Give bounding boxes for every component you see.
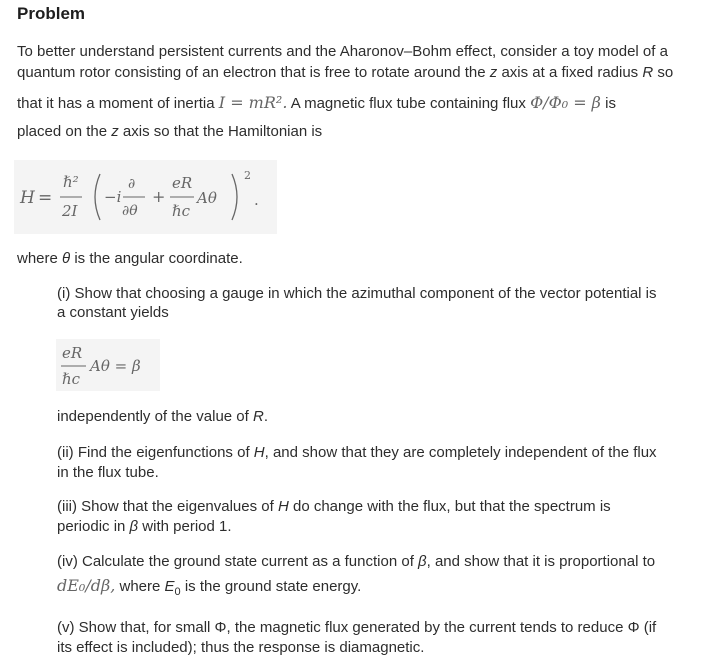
part-iii-line-2	[57, 517, 712, 537]
part-i-line-1: (i) Show that choosing a gauge in which the azimuthal component of the vector potential is	[57, 285, 657, 302]
flux-ratio-formula: Φ/Φ₀ = β	[530, 93, 601, 112]
part-text: , the magnetic flux generated by the current tends to reduce	[226, 619, 628, 636]
where-text: where	[17, 250, 63, 267]
part-i-line-3	[57, 407, 712, 427]
er-numerator: eR	[62, 344, 83, 362]
part-i-line-2: a constant yields	[57, 304, 169, 321]
hbar-squared: ℏ²	[63, 173, 79, 191]
part-text: with period 1.	[138, 518, 232, 535]
period: .	[254, 191, 259, 209]
part-text: (iv) Calculate the ground state current as a function of	[57, 553, 419, 570]
part-text: periodic in	[57, 518, 130, 535]
intro-line-4	[17, 122, 717, 142]
gauge-equation	[56, 339, 160, 391]
intro-line-1: To better understand persistent currents and the Aharonov–Bohm effect, consider a toy model of a	[17, 43, 668, 60]
h-symbol: H	[20, 188, 35, 208]
a-theta-equals-beta: Aθ = β	[90, 357, 141, 375]
intro-text: so	[653, 64, 674, 81]
left-paren	[95, 174, 100, 220]
part-text: (v) Show that, for small	[57, 619, 215, 636]
part-v-line-1	[57, 618, 712, 638]
intro-text: that it has a moment of inertia	[17, 95, 219, 112]
intro-text: axis so that the Hamiltonian is	[118, 123, 323, 140]
intro-text: A magnetic flux tube containing flux	[287, 95, 531, 112]
e-variable: E	[164, 578, 175, 595]
phi-symbol: Φ	[214, 619, 227, 636]
beta-variable: β	[418, 553, 427, 570]
part-ii-line-2: in the flux tube.	[57, 464, 159, 481]
subscript-zero: 0	[174, 586, 181, 598]
theta-variable: θ	[62, 250, 71, 267]
part-iv-line-1	[57, 552, 712, 572]
part-ii-line-1	[57, 443, 712, 463]
a-theta: Aθ	[197, 189, 217, 207]
r-variable: R	[252, 408, 264, 425]
gauge-svg	[56, 339, 160, 391]
minus-i: −i	[104, 188, 122, 206]
intro-text: quantum rotor consisting of an electron that is free to rotate around the	[17, 64, 490, 81]
part-v-line-2: its effect is included); thus the response is diamagnetic.	[57, 639, 425, 656]
phi-symbol: Φ	[627, 619, 640, 636]
moment-of-inertia-formula: I = mR².	[218, 93, 288, 112]
part-text: (iii) Show that the eigenvalues of	[57, 498, 278, 515]
hamiltonian-equation	[14, 160, 277, 234]
partial-symbol: ∂	[128, 176, 136, 192]
equals-sign: =	[38, 188, 53, 208]
h-variable: H	[277, 498, 289, 515]
problem-title: Problem	[17, 4, 86, 23]
intro-line-2	[17, 63, 717, 83]
intro-line-3	[17, 93, 717, 114]
part-text: (if	[639, 619, 657, 636]
hamiltonian-svg	[14, 160, 277, 234]
part-text: where	[115, 578, 165, 595]
z-variable: z	[489, 64, 498, 81]
er-numerator: eR	[172, 174, 193, 192]
part-text: do change with the flux, but that the spectrum is	[288, 498, 611, 515]
part-text: , and show that they are completely independent of the flux	[264, 444, 657, 461]
where-line	[17, 249, 717, 269]
part-iii-line-1	[57, 497, 712, 517]
part-text: (ii) Find the eigenfunctions of	[57, 444, 254, 461]
part-text: independently of the value of	[57, 408, 253, 425]
intro-text: axis at a fixed radius	[497, 64, 643, 81]
intro-text: placed on the	[17, 123, 112, 140]
r-variable: R	[642, 64, 654, 81]
hbar-c-denominator: ℏc	[172, 202, 191, 220]
part-text: , and show that it is proportional to	[426, 553, 656, 570]
beta-variable: β	[129, 518, 139, 535]
plus-sign: +	[152, 187, 166, 206]
hbar-c-denominator: ℏc	[62, 370, 81, 388]
right-paren	[232, 174, 237, 220]
part-text: .	[263, 408, 268, 425]
z-variable: z	[111, 123, 119, 140]
derivative-formula: dE₀/dβ,	[57, 576, 116, 595]
where-text: is the angular coordinate.	[70, 250, 243, 267]
intro-text: is	[600, 95, 616, 112]
h-variable: H	[253, 444, 265, 461]
partial-theta: ∂θ	[122, 203, 138, 219]
part-iv-line-2	[57, 576, 712, 602]
squared-exponent: 2	[244, 169, 251, 182]
part-text: is the ground state energy.	[180, 578, 362, 595]
two-i: 2I	[62, 202, 78, 220]
